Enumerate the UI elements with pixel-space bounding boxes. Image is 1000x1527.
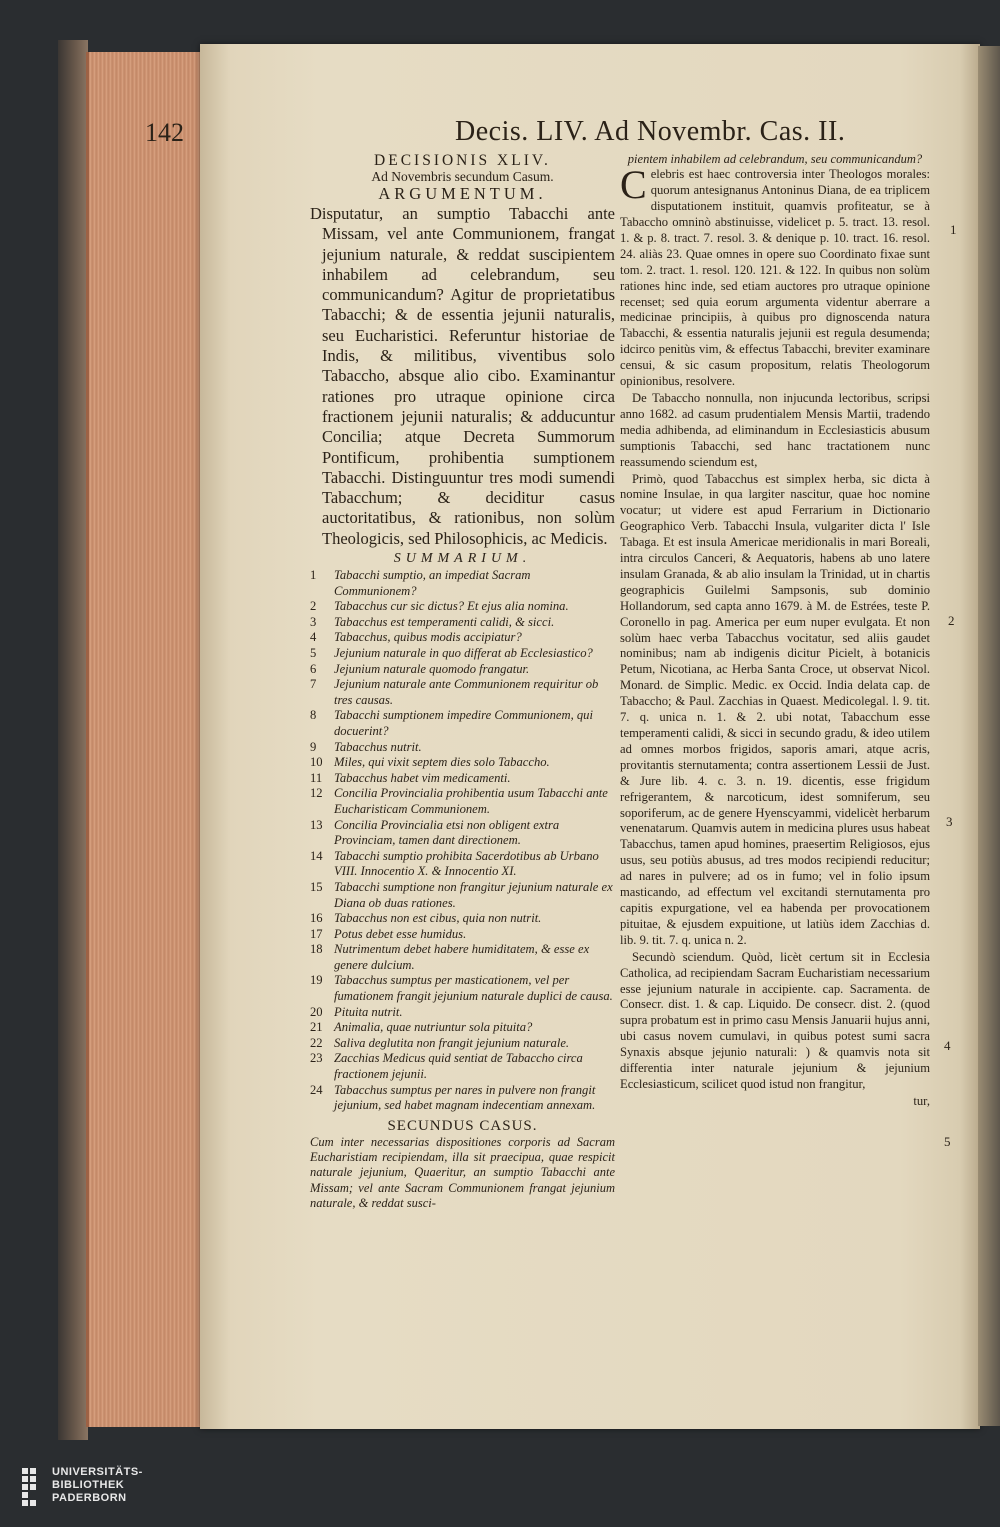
summarium-item-text: Concilia Provincialia etsi non obligent extra Provinciam, tamen dant directionem.	[334, 817, 560, 848]
summarium-item	[310, 740, 615, 756]
running-title: Decis. LIV. Ad Novembr. Cas. II.	[455, 116, 846, 147]
summarium-item-text: Tabacchus sumptus per masticationem, vel per fumationem frangit jejunium naturale duplici de causa.	[334, 973, 613, 1004]
summarium-item-text: Tabacchus sumptus per nares in pulvere non frangit jejunium, sed habet magnam indecentiam annexam.	[334, 1082, 596, 1113]
summarium-item-text: Nutrimentum debet habere humiditatem, & esse ex genere dulcium.	[334, 942, 590, 972]
summarium-item-number: 15	[310, 879, 323, 894]
argument-title: ARGUMENTUM.	[378, 184, 547, 203]
summarium-item-number: 19	[310, 973, 323, 988]
summarium-item	[310, 646, 615, 662]
margin-number: 2	[948, 613, 955, 628]
summarium-item	[310, 942, 615, 973]
summarium-item	[310, 880, 615, 911]
summarium-item-number: 1	[310, 568, 317, 583]
summarium-item-number: 24	[310, 1082, 323, 1097]
summarium-item	[310, 599, 615, 615]
summarium-item-number: 12	[310, 786, 323, 801]
right-column	[620, 152, 930, 1109]
summarium-item-number: 4	[310, 630, 317, 645]
summarium-item	[310, 755, 615, 771]
margin-number: 3	[946, 814, 953, 829]
summarium-item-text: Tabacchi sumptio prohibita Sacerdotibus ab Urbano VIII. Innocentio X. & Innocentio XI.	[334, 848, 599, 879]
summarium-item	[310, 849, 615, 880]
summarium-item	[310, 568, 615, 599]
summarium-item-number: 6	[310, 661, 317, 676]
summarium-item-text: Tabacchi sumptio, an impediat Sacram Communionem?	[334, 568, 531, 598]
library-logo-text: UNIVERSITÄTS- BIBLIOTHEK PADERBORN	[52, 1466, 143, 1504]
catchword: tur,	[913, 1093, 930, 1108]
summarium-item-number: 22	[310, 1035, 323, 1050]
summarium-item	[310, 708, 615, 739]
book-spine	[58, 40, 88, 1440]
summarium-item-number: 7	[310, 677, 317, 692]
margin-number: 4	[944, 1038, 951, 1053]
decision-title: DECISIONIS XLIV.	[374, 152, 551, 169]
summarium-item-text: Jejunium naturale quomodo frangatur.	[334, 661, 530, 676]
summarium-item	[310, 786, 615, 817]
summarium-item-number: 11	[310, 770, 323, 785]
summarium-item-number: 13	[310, 817, 323, 832]
summarium-item-text: Animalia, quae nutriuntur sola pituita?	[334, 1020, 533, 1035]
summarium-item-number: 9	[310, 739, 317, 754]
summarium-item	[310, 1020, 615, 1036]
library-logo-icon	[22, 1468, 44, 1508]
summarium-item	[310, 677, 615, 708]
summarium-item	[310, 818, 615, 849]
decision-subtitle: Ad Novembris secundum Casum.	[371, 169, 554, 184]
summarium-item-number: 5	[310, 646, 317, 661]
drop-cap: C	[620, 162, 647, 208]
summarium-title: SUMMARIUM.	[393, 551, 532, 567]
summarium-item-text: Tabacchus non est cibus, quia non nutrit.	[334, 911, 542, 926]
summarium-item	[310, 1051, 615, 1082]
summarium-item-text: Zacchias Medicus quid sentiat de Tabaccho circa fractionem jejunii.	[334, 1051, 583, 1082]
summarium-item-text: Potus debet esse humidus.	[334, 926, 467, 941]
casus-continuation: pientem inhabilem ad celebrandum, seu communicandum?	[627, 152, 923, 166]
summarium-item	[310, 911, 615, 927]
paragraph-3: Primò, quod Tabacchus est simplex herba, sic dicta à nomine Insulae, in qua largiter nascitur, quae hoc nomine vocatur; ut videre est apud Ferrarium in Dictionario Geographico Verb. Tabacchi Insula, vulgariter dicta l' Isle Tabaga. Et est insula Americae meridionalis in mari Boreali, intra circulos Canceri, & Aequatoris, habens ab uno latere insulam Granada, & ab alio insulam la Trinidad, ut in chartis geographicis Guilelmi Sampsonis, sub dominio Hollandorum, sed capta anno 1679. à M. de Estrées, teste P. Coronello in pag. America per eum nuper evulgata. Et non solùm haec verba Tabacchus vocitatur, sed aliis gaudet nominibus; nam ab indigenis dicitur Picielt, à botanicis Petum, Nicotiana, ac Herba Santa Croce, ut observat Nicol. Monard. de Simplic. Medic. ex Occid. India delata cap. de Tabaccho; & Paul. Zacchias in Quaest. Medicolegal. l. 9. tit. 7. q. unica n. 1. & 2. ubi notat, Tabacchum esse temperamenti calidi, & sicci in secundo gradu, & ideo utilem ad omnes morbos frigidos, saporis amari, atque acris, provitantis sternutamenta; contra assertionem Lessii de Just. & Jure lib. 4. c. 3. n. 19. dicentis, esse frigidum refrigerantem, & narcoticum, idest somniferum, seu soporiferum, ac de genere Hyenscyammi, videlicèt herbarum venenatarum. Quamvis autem in medicina plures usus habeat Tabacchus, tamen apud homines, praesertim Religiosos, ejus usus, seu potiùs abusus, ad tres modos recipiendi reducitur; ad nares in pulvere; ad os in fumo; vel in folio ipsum masticando, ad effectum vel excitandi sternutamenta pro capitis expurgatione, vel ea habenda per provocationem pituitae, & ejusdem expuitione, ut latiùs idem Zacchias d. lib. 9. tit. 7. q. unica n. 2.	[620, 471, 930, 947]
paragraph-2: De Tabaccho nonnulla, non injucunda lectoribus, scripsi anno 1682. ad casum prudentialem Mensis Martii, tradendo media adhibenda, ad eliminandum in Ecclesiasticis abusum sumptionis Tabacchi, sed hanc tractationem nunc reassumendo sciendum est,	[620, 390, 930, 469]
summarium-item-text: Jejunium naturale ante Communionem requiritur ob tres causas.	[334, 677, 599, 707]
summarium-item-number: 16	[310, 911, 323, 926]
summarium-item-number: 10	[310, 755, 323, 770]
casus-text: Cum inter necessarias dispositiones corporis ad Sacram Eucharistiam recipiendam, illa sit praecipua, quae respicit naturale jejunium, Quaeritur, an sumptio Tabacchi ante Missam; vel ante Sacram Communionem frangat jejunium naturale, & reddat susci-	[310, 1134, 615, 1211]
margin-number: 1	[950, 222, 957, 237]
summarium-item-text: Tabacchus, quibus modis accipiatur?	[334, 630, 522, 645]
summarium-item	[310, 771, 615, 787]
summarium-item-text: Pituita nutrit.	[334, 1004, 403, 1019]
summarium-item-number: 20	[310, 1004, 323, 1019]
summarium-item-text: Tabacchus habet vim medicamenti.	[334, 770, 511, 785]
paragraph-1-text: elebris est haec controversia inter Theologos morales: quorum antesignanus Antoninus Diana, de ea triplicem disputationem instituit, quamvis profiteatur, se à Tabaccho omninò abstinuisse, videlicet p. 5. tract. 13. resol. 1. & p. 8. tract. 7. resol. 3. & denique p. 10. tract. 16. resol. 24. aliàs 23. Quae omnes in opere suo Coordinato fixae sunt tom. 2. tract. 1. resol. 120. 121. & 122. In quibus non solùm rationes hinc inde, sed etiam auctores pro utraque opinione recenset; sed quia eorum argumenta videntur aberrare a medicinae principiis, à quibus pro dignoscenda natura Tabacchi, & essentia naturalis jejunii est regula desumenda; idcirco penitùs vim, & effectus Tabacchi, breviter examinare censui, & sic casum propositum, relatis Theologorum opinionibus, resolvere.	[620, 167, 930, 389]
summarium-item	[310, 1036, 615, 1052]
summarium-item-number: 8	[310, 708, 317, 723]
summarium-item-text: Tabacchi sumptione non frangitur jejunium naturale ex Diana ob duas rationes.	[334, 879, 613, 910]
casus-title: SECUNDUS CASUS.	[387, 1117, 538, 1134]
facing-page-edge	[978, 46, 1000, 1426]
summarium-list	[310, 568, 615, 1114]
summarium-item-number: 3	[310, 614, 317, 629]
page-edges	[86, 52, 207, 1427]
paragraph-1	[620, 162, 930, 390]
summarium-item	[310, 1083, 615, 1114]
summarium-item-number: 2	[310, 599, 317, 614]
summarium-item-number: 21	[310, 1020, 323, 1035]
left-column	[310, 152, 615, 1211]
summarium-item	[310, 662, 615, 678]
summarium-item	[310, 1005, 615, 1021]
summarium-item-text: Concilia Provincialia prohibentia usum Tabacchi ante Eucharisticam Communionem.	[334, 786, 608, 816]
page-number: 142	[145, 118, 184, 147]
summarium-item	[310, 927, 615, 943]
summarium-item-number: 17	[310, 926, 323, 941]
summarium-item	[310, 630, 615, 646]
argument-text: Disputatur, an sumptio Tabacchi ante Missam, vel ante Communionem, frangat jejunium naturale, & reddat suscipientem inhabilem ad celebrandum, seu communicandum? Agitur de proprietatibus Tabacchi; & de essentia jejunii naturalis, seu Eucharistici. Referuntur historiae de Indis, & militibus, viventibus solo Tabaccho, absque alio cibo. Examinantur rationes pro utraque opinione circa fractionem jejunii naturalis; & adducuntur Concilia; atque Decreta Summorum Pontificum, prohibentia sumptionem Tabacchi. Distinguuntur tres modi sumendi Tabacchum; & deciditur casus auctoritatibus, & rationibus, non solùm Theologicis, sed Philosophicis, ac Medicis.	[310, 204, 615, 548]
summarium-item	[310, 615, 615, 631]
summarium-item	[310, 973, 615, 1004]
summarium-item-text: Saliva deglutita non frangit jejunium naturale.	[334, 1035, 570, 1050]
summarium-item-text: Tabacchus nutrit.	[334, 739, 422, 754]
summarium-item-number: 23	[310, 1051, 323, 1066]
margin-number: 5	[944, 1134, 951, 1149]
summarium-item-text: Tabacchus cur sic dictus? Et ejus alia nomina.	[334, 599, 569, 614]
paragraph-4: Secundò sciendum. Quòd, licèt certum sit in Ecclesia Catholica, ad recipiendam Sacram Eucharistiam necessarium esse jejunium naturale in accipiente. cap. Sacramenta. de Consecr. dist. 1. & cap. Liquido. De consecr. dist. 2. (quod supra probatum est in primo casu Mensis Januarii hujus anni, ubi casus novem cumulavi, in quibus potest sumi sacra Synaxis absque jejunio naturali: ) & quamvis nota sit differentia inter naturale jejunium & jejunium Ecclesiasticum, scilicet quod istud non frangitur,	[620, 949, 930, 1091]
summarium-item-text: Tabacchus est temperamenti calidi, & sicci.	[334, 614, 555, 629]
summarium-item-number: 14	[310, 848, 323, 863]
page-header	[145, 116, 945, 156]
summarium-item-text: Tabacchi sumptionem impedire Communionem, qui docuerint?	[334, 708, 593, 738]
summarium-item-text: Jejunium naturale in quo differat ab Ecclesiastico?	[334, 646, 593, 661]
summarium-item-number: 18	[310, 942, 323, 957]
summarium-item-text: Miles, qui vixit septem dies solo Tabaccho.	[334, 755, 550, 770]
